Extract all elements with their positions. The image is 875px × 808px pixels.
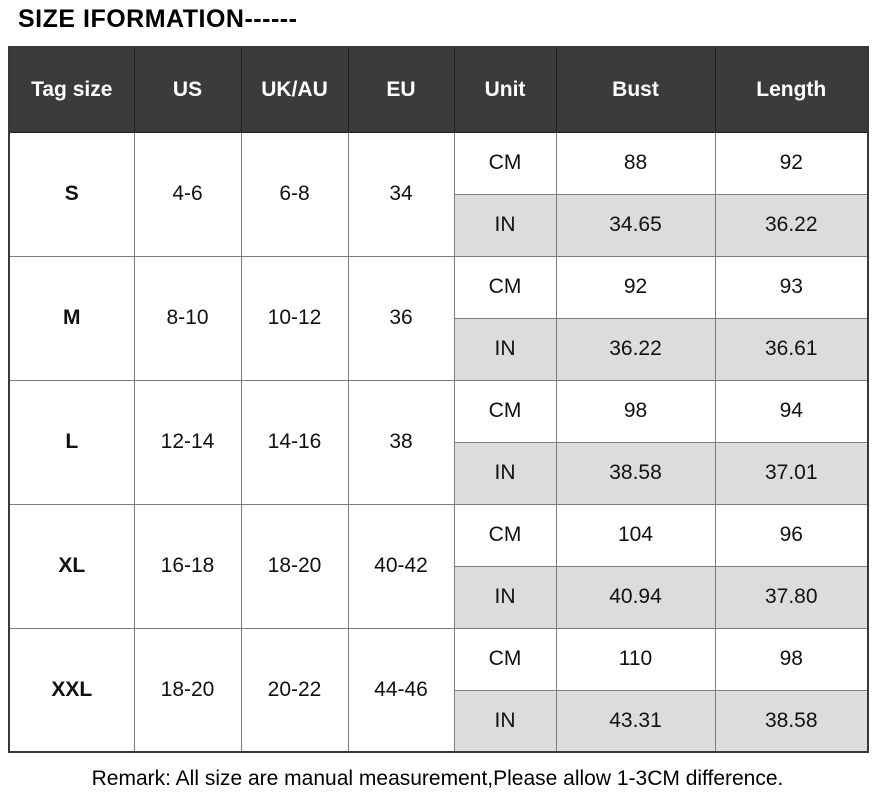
- unit-in-cell: IN: [454, 566, 556, 628]
- unit-cm-cell: CM: [454, 504, 556, 566]
- length-in-cell: 37.80: [715, 566, 868, 628]
- unit-cm-cell: CM: [454, 256, 556, 318]
- bust-in-cell: 40.94: [556, 566, 715, 628]
- header-us: US: [134, 47, 241, 132]
- length-in-cell: 37.01: [715, 442, 868, 504]
- size-xl-cm-row: [9, 504, 868, 566]
- length-cm-cell: 94: [715, 380, 868, 442]
- header-tag-size: Tag size: [9, 47, 134, 132]
- uk-au-cell: 14-16: [241, 380, 348, 504]
- length-in-cell: 36.61: [715, 318, 868, 380]
- tag-size-cell: M: [9, 256, 134, 380]
- size-l-cm-row: [9, 380, 868, 442]
- header-bust: Bust: [556, 47, 715, 132]
- tag-size-cell: S: [9, 132, 134, 256]
- unit-cm-cell: CM: [454, 132, 556, 194]
- bust-cm-cell: 92: [556, 256, 715, 318]
- header-length: Length: [715, 47, 868, 132]
- uk-au-cell: 6-8: [241, 132, 348, 256]
- unit-in-cell: IN: [454, 318, 556, 380]
- size-information-table: [8, 46, 869, 753]
- us-cell: 8-10: [134, 256, 241, 380]
- us-cell: 4-6: [134, 132, 241, 256]
- bust-cm-cell: 110: [556, 628, 715, 690]
- uk-au-cell: 20-22: [241, 628, 348, 752]
- bust-in-cell: 34.65: [556, 194, 715, 256]
- eu-cell: 40-42: [348, 504, 454, 628]
- length-cm-cell: 96: [715, 504, 868, 566]
- header-unit: Unit: [454, 47, 556, 132]
- size-m-cm-row: [9, 256, 868, 318]
- size-xxl-cm-row: [9, 628, 868, 690]
- bust-in-cell: 36.22: [556, 318, 715, 380]
- bust-in-cell: 43.31: [556, 690, 715, 752]
- eu-cell: 36: [348, 256, 454, 380]
- length-cm-cell: 98: [715, 628, 868, 690]
- length-in-cell: 38.58: [715, 690, 868, 752]
- bust-in-cell: 38.58: [556, 442, 715, 504]
- us-cell: 18-20: [134, 628, 241, 752]
- page-title: SIZE IFORMATION------: [18, 5, 298, 33]
- length-cm-cell: 92: [715, 132, 868, 194]
- tag-size-cell: XL: [9, 504, 134, 628]
- bust-cm-cell: 104: [556, 504, 715, 566]
- eu-cell: 34: [348, 132, 454, 256]
- header-uk-au: UK/AU: [241, 47, 348, 132]
- bust-cm-cell: 88: [556, 132, 715, 194]
- unit-in-cell: IN: [454, 442, 556, 504]
- tag-size-cell: XXL: [9, 628, 134, 752]
- unit-cm-cell: CM: [454, 628, 556, 690]
- eu-cell: 38: [348, 380, 454, 504]
- bust-cm-cell: 98: [556, 380, 715, 442]
- header-row: [9, 47, 868, 132]
- tag-size-cell: L: [9, 380, 134, 504]
- size-s-cm-row: [9, 132, 868, 194]
- unit-cm-cell: CM: [454, 380, 556, 442]
- remark-text: Remark: All size are manual measurement,Please allow 1-3CM difference.: [91, 767, 784, 790]
- unit-in-cell: IN: [454, 690, 556, 752]
- us-cell: 12-14: [134, 380, 241, 504]
- eu-cell: 44-46: [348, 628, 454, 752]
- us-cell: 16-18: [134, 504, 241, 628]
- uk-au-cell: 10-12: [241, 256, 348, 380]
- uk-au-cell: 18-20: [241, 504, 348, 628]
- length-in-cell: 36.22: [715, 194, 868, 256]
- header-eu: EU: [348, 47, 454, 132]
- unit-in-cell: IN: [454, 194, 556, 256]
- length-cm-cell: 93: [715, 256, 868, 318]
